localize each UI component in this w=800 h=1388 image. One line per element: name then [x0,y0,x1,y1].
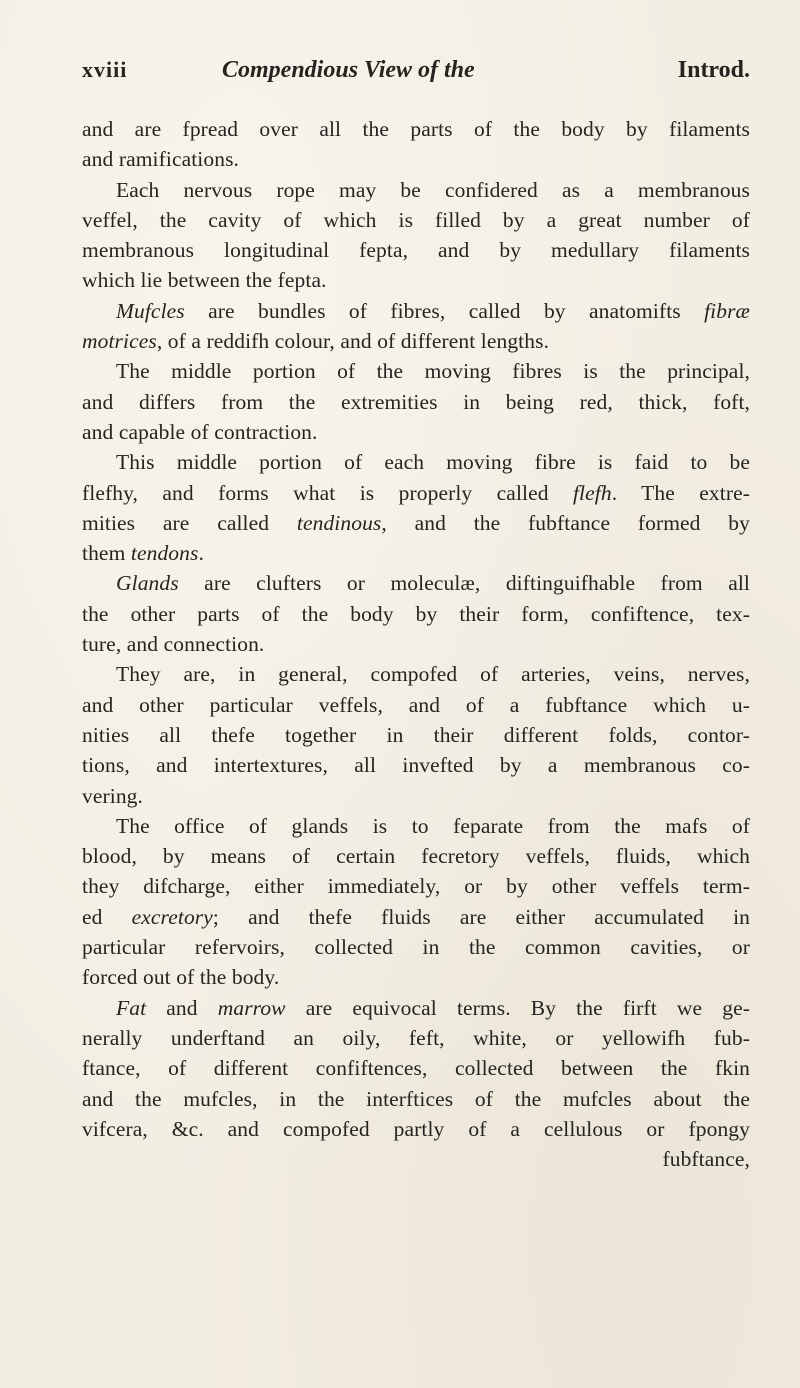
text-line [82,447,750,477]
text-segment: forced out of the body. [82,965,280,990]
text-segment: are clufters or moleculæ, diftinguifhable from all [178,571,750,596]
text-line [82,1084,750,1114]
text-line [82,599,750,629]
text-segment: and [146,995,218,1020]
text-line [82,993,750,1023]
text-segment: ftance, of different confiftences, collected between the fkin [82,1056,750,1081]
text-segment: veffel, the cavity of which is filled by a great number of [82,207,750,232]
text-line [82,144,750,174]
text-line [82,356,750,386]
text-segment: The office of glands is to feparate from the mafs of [116,813,750,838]
text-segment: and other particular veffels, and of a fubftance which u- [82,692,750,717]
text-segment: nerally underftand an oily, feft, white, or yellowifh fub- [82,1025,750,1050]
text-line [82,1114,750,1144]
italic-term: tendinous [296,510,382,535]
text-segment: blood, by means of certain fecretory veffels, fluids, which [82,844,750,869]
text-segment: flefhy, and forms what is properly called [82,480,573,505]
text-segment: and are fpread over all the parts of the body by filaments [82,117,750,141]
text-segment: ture, and connection. [82,632,265,657]
text-line [82,508,750,538]
text-segment: ed [82,904,132,929]
italic-term: Mufcles [116,298,185,323]
italic-term: Glands [116,571,179,596]
text-line [82,1053,750,1083]
text-segment: which lie between the fepta. [82,268,327,293]
text-segment: are bundles of fibres, called by anatomifts [184,298,705,323]
text-segment: mities are called [82,510,297,535]
italic-term: marrow [217,995,286,1020]
text-line [82,1023,750,1053]
text-line [82,811,750,841]
italic-term: tendons [130,541,199,566]
text-line [82,871,750,901]
text-line [82,659,750,689]
text-segment: Each nervous rope may be confidered as a membranous [116,177,750,202]
text-segment: nities all thefe together in their different folds, contor- [82,722,750,747]
text-line [82,690,750,720]
running-title: Compendious View of the [222,57,475,83]
italic-term: fibræ [704,298,750,323]
page-header [82,50,750,90]
text-segment: and differs from the extremities in being red, thick, foft, [82,389,750,414]
italic-term: motrices [82,329,157,354]
text-line [82,387,750,417]
text-line [82,538,750,568]
text-segment: . [198,541,204,566]
text-segment: They are, in general, compofed of arteries, veins, nerves, [116,662,750,687]
text-line [82,478,750,508]
text-line [82,296,750,326]
text-segment: , of a reddifh colour, and of different lengths. [156,329,550,354]
text-segment: and capable of contraction. [82,419,318,444]
italic-term: flefh [572,480,612,505]
text-segment: tions, and intertextures, all invefted by a membranous co- [82,753,750,778]
text-line [82,326,750,356]
section-label: Introd. [677,57,750,83]
text-line [82,417,750,447]
text-line [82,568,750,598]
text-line [82,205,750,235]
text-line [82,932,750,962]
text-line [82,1144,750,1174]
text-segment: membranous longitudinal fepta, and by medullary filaments [82,238,750,263]
text-line [82,629,750,659]
page-number: xviii [82,57,128,82]
text-segment: and the mufcles, in the interftices of the mufcles about the [82,1086,750,1111]
text-segment: particular refervoirs, collected in the common cavities, or [82,935,750,960]
text-line [82,962,750,992]
text-segment: vering. [82,783,144,808]
text-line [82,265,750,295]
text-segment: . The extre- [611,480,750,505]
italic-term: Fat [116,995,147,1020]
text-line [82,720,750,750]
text-line [82,841,750,871]
text-line [82,902,750,932]
text-segment: the other parts of the body by their form, confiftence, tex- [82,601,750,626]
text-line [82,114,750,144]
text-line [82,781,750,811]
text-segment: ; and thefe fluids are either accumulated in [212,904,750,929]
text-segment: The middle portion of the moving fibres is the principal, [116,359,750,384]
text-segment: are equivocal terms. By the firft we ge- [285,995,750,1020]
text-segment: fubftance, [662,1147,750,1172]
text-segment: and ramifications. [82,147,240,172]
text-segment: them [82,541,131,566]
text-line [82,235,750,265]
body-text [82,114,750,1174]
text-line [82,175,750,205]
text-segment: vifcera, &c. and compofed partly of a cellulous or fpongy [82,1116,750,1141]
italic-term: excretory [131,904,213,929]
text-line [82,750,750,780]
text-segment: they difcharge, either immediately, or by other veffels term- [82,874,750,899]
text-segment: , and the fubftance formed by [381,510,750,535]
text-segment: This middle portion of each moving fibre is faid to be [116,450,750,475]
